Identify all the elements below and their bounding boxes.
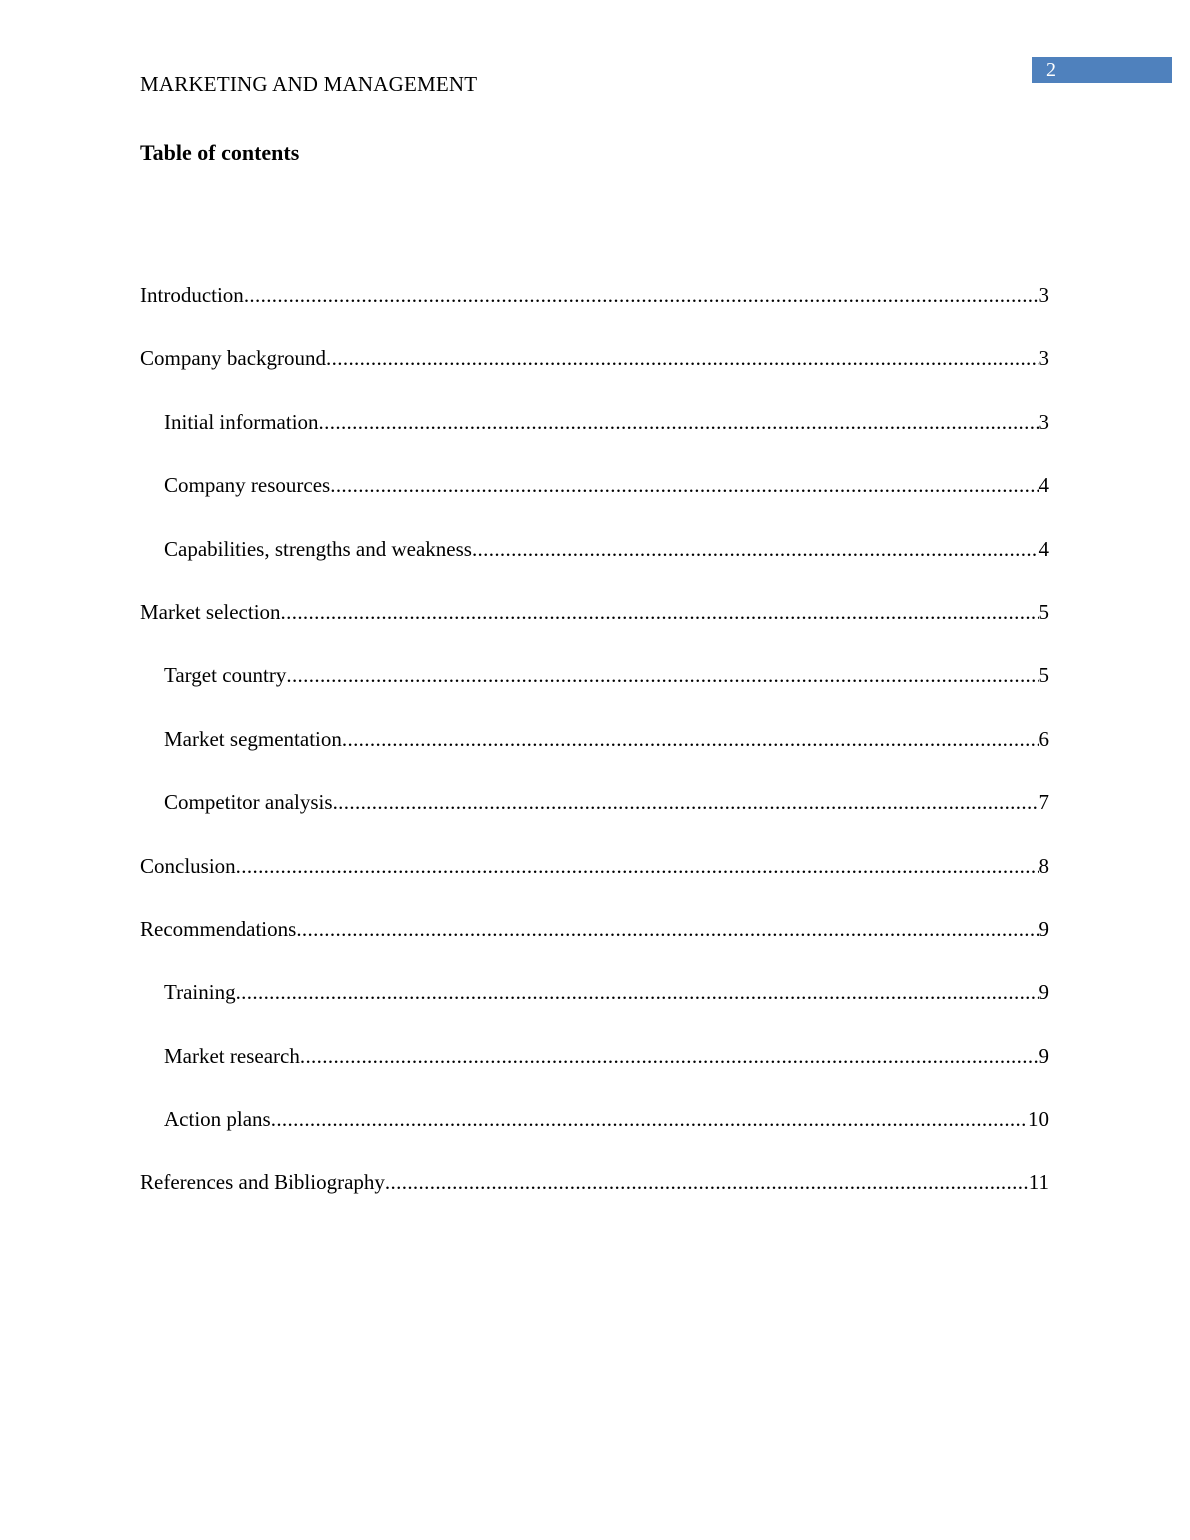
toc-entry[interactable]: [140, 852, 1049, 915]
toc-dot-leader: [342, 725, 1039, 753]
toc-dot-leader: [300, 1042, 1039, 1070]
toc-dot-leader: [319, 408, 1039, 436]
toc-entry[interactable]: [140, 661, 1049, 724]
toc-entry-title: Target country: [164, 663, 287, 688]
toc-entry-title: Market segmentation: [164, 726, 342, 751]
toc-dot-leader: [236, 852, 1039, 880]
toc-entry-title: Market selection: [140, 599, 281, 624]
toc-entry-title: Introduction: [140, 283, 244, 307]
toc-list: [140, 281, 1049, 1232]
toc-entry-title: Action plans: [164, 1107, 271, 1132]
toc-entry[interactable]: [140, 535, 1049, 598]
toc-entry[interactable]: [140, 978, 1049, 1041]
toc-entry-page: 5: [1038, 599, 1049, 624]
toc-entry-page: 11: [1028, 1170, 1049, 1195]
toc-entry-page: 3: [1038, 346, 1049, 371]
toc-entry-title: Initial information: [164, 409, 319, 434]
toc-entry[interactable]: [140, 915, 1049, 978]
toc-entry-title: References and Bibliography: [140, 1170, 385, 1195]
running-header: MARKETING AND MANAGEMENT: [140, 72, 478, 96]
toc-dot-leader: [472, 535, 1039, 563]
toc-entry-page: 10: [1028, 1107, 1049, 1132]
page-number: 2: [1046, 59, 1056, 81]
toc-dot-leader: [236, 978, 1039, 1006]
toc-dot-leader: [286, 661, 1038, 689]
toc-entry[interactable]: [140, 281, 1049, 344]
toc-entry-page: 4: [1038, 536, 1049, 561]
toc-entry[interactable]: [140, 1105, 1049, 1168]
toc-entry-page: 9: [1038, 980, 1049, 1005]
toc-entry[interactable]: [140, 1042, 1049, 1105]
toc-entry-page: 5: [1038, 663, 1049, 688]
page-number-box: [1032, 57, 1172, 83]
toc-entry-title: Training: [164, 980, 236, 1005]
toc-dot-leader: [271, 1105, 1028, 1133]
toc-entry-page: 3: [1038, 409, 1049, 434]
toc-entry-title: Competitor analysis: [164, 790, 333, 815]
toc-entry[interactable]: [140, 471, 1049, 534]
toc-entry-title: Company resources: [164, 473, 331, 498]
toc-entry-page: 4: [1038, 473, 1049, 498]
toc-dot-leader: [385, 1168, 1029, 1196]
toc-heading: Table of contents: [140, 140, 300, 165]
toc-dot-leader: [333, 788, 1039, 816]
toc-entry[interactable]: [140, 725, 1049, 788]
toc-entry[interactable]: [140, 598, 1049, 661]
toc-entry-page: 9: [1038, 1043, 1049, 1068]
toc-entry-title: Capabilities, strengths and weakness: [164, 536, 472, 561]
toc-entry-title: Market research: [164, 1043, 300, 1068]
toc-entry[interactable]: [140, 788, 1049, 851]
toc-entry-page: 7: [1038, 790, 1049, 815]
toc-entry-page: 8: [1038, 853, 1049, 878]
toc-dot-leader: [296, 915, 1038, 943]
toc-entry-title: Recommendations: [140, 916, 297, 941]
toc-dot-leader: [326, 344, 1038, 372]
toc-entry-page: 6: [1038, 726, 1049, 751]
toc-entry-title: Conclusion: [140, 853, 236, 878]
toc-entry[interactable]: [140, 1168, 1049, 1231]
toc-entry[interactable]: [140, 344, 1049, 407]
toc-dot-leader: [330, 471, 1038, 499]
toc-dot-leader: [244, 281, 1039, 309]
toc-entry-title: Company background: [140, 346, 327, 371]
toc-entry[interactable]: [140, 408, 1049, 471]
toc-dot-leader: [281, 598, 1039, 626]
toc-entry-page: 9: [1038, 916, 1049, 941]
toc-entry-page: 3: [1038, 283, 1049, 307]
